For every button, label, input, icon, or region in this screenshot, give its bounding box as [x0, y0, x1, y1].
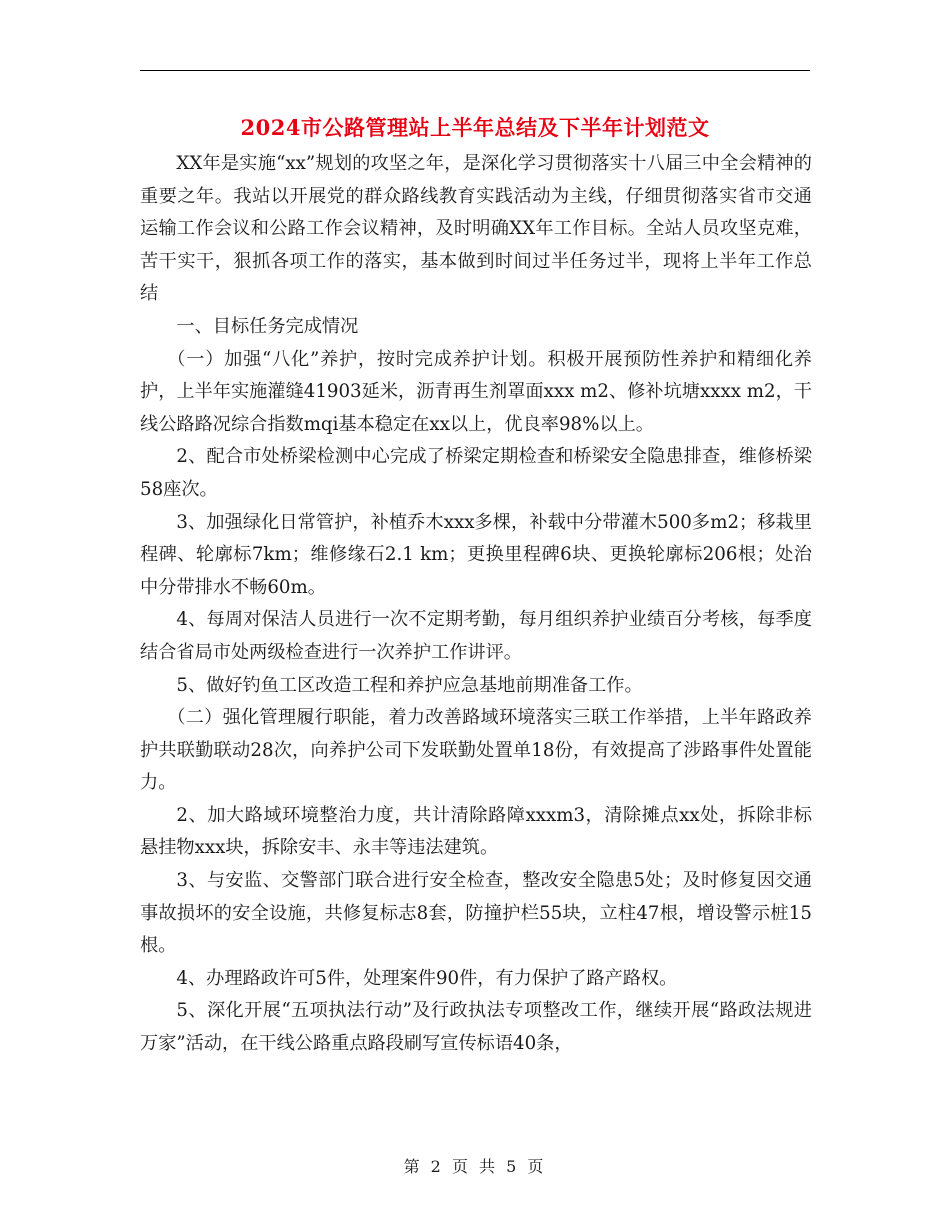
paragraph-safety: 3、与安监、交警部门联合进行安全检查，整改安全隐患5处；及时修复因交通事故损坏的安全设施，共修复标志8套，防撞护栏55块，立柱47根，增设警示桩15根。 [140, 870, 812, 957]
paragraph-intro: XX年是实施“xx”规划的攻坚之年，是深化学习贯彻落实十八届三中全会精神的重要之年。我站以开展党的群众路线教育实践活动为主线，仔细贯彻落实省市交通运输工作会议和公路工作会议精神，及时明确XX年工作目标。全站人员攻坚克难，苦干实干，狠抓各项工作的落实，基本做到时间过半任务过半，现将上半年工作总结 [140, 153, 812, 305]
document-body [140, 148, 812, 1061]
paragraph-environment: 2、加大路域环境整治力度，共计清除路障xxxm3，清除摊点xx处，拆除非标悬挂物xxx块，拆除安丰、永丰等违法建筑。 [140, 804, 812, 859]
paragraph-bridge: 2、配合市处桥梁检测中心完成了桥梁定期检查和桥梁安全隐患排查，维修桥梁58座次。 [140, 446, 812, 500]
paragraph-enforcement: 5、深化开展“五项执法行动”及行政执法专项整改工作，继续开展“路政法规进万家”活动，在干线公路重点路段刷写宣传标语40条， [140, 1000, 812, 1055]
paragraph-maintenance: （一）加强“八化”养护，按时完成养护计划。积极开展预防性养护和精细化养护，上半年实施灌缝41903延米，沥青再生剂罩面xxx m2、修补坑塘xxxx m2，干线公路路况综合指数mqi基本稳定在xx以上，优良率98%以上。 [140, 348, 812, 435]
section-heading-1: 一、目标任务完成情况 [176, 315, 359, 337]
header-rule [140, 70, 810, 71]
paragraph-greening: 3、加强绿化日常管护，补植乔木xxx多棵，补载中分带灌木500多m2；移栽里程碑、轮廓标7km；维修缘石2.1 km；更换里程碑6块、更换轮廓标206根；处治中分带排水不畅60m。 [140, 511, 812, 598]
paragraph-workarea: 5、做好钓鱼工区改造工程和养护应急基地前期准备工作。 [176, 674, 643, 696]
document-title: 2024市公路管理站上半年总结及下半年计划范文 [240, 115, 710, 140]
paragraph-management: （二）强化管理履行职能，着力改善路域环境落实三联工作举措，上半年路政养护共联勤联动28次，向养护公司下发联勤处置单18份，有效提高了涉路事件处置能力。 [140, 707, 812, 794]
page-number: 第 2 页 共 5 页 [403, 1157, 547, 1176]
paragraph-attendance: 4、每周对保洁人员进行一次不定期考勤，每月组织养护业绩百分考核，每季度结合省局市处两级检查进行一次养护工作讲评。 [140, 609, 812, 663]
paragraph-permits: 4、办理路政许可5件，处理案件90件，有力保护了路产路权。 [176, 967, 678, 989]
